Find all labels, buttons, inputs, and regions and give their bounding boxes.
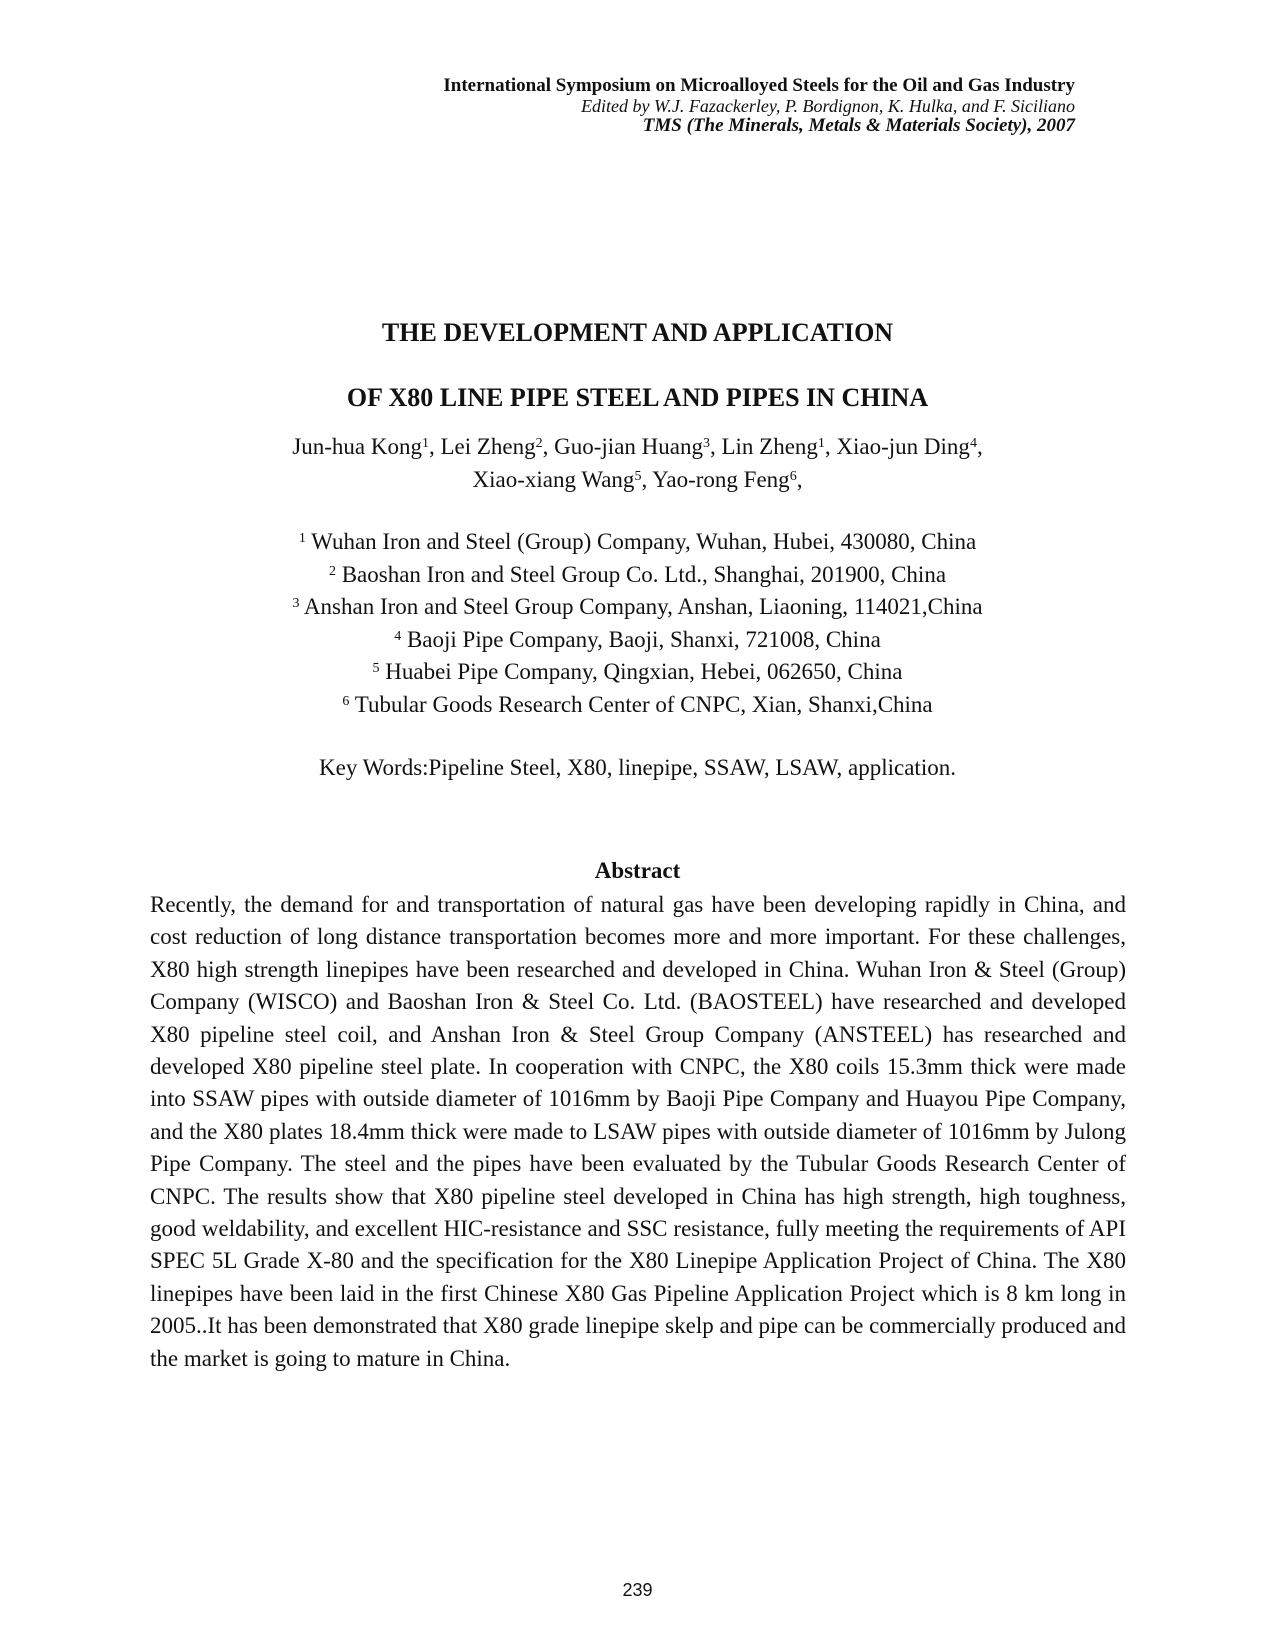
author-name: Jun-hua Kong <box>292 434 422 459</box>
author-name: Guo-jian Huang <box>554 434 703 459</box>
affiliation-number: 4 <box>394 628 402 644</box>
author-list <box>0 430 1275 496</box>
author-name: Xiao-jun Ding <box>836 434 970 459</box>
keywords: Key Words:Pipeline Steel, X80, linepipe, SSAW, LSAW, application. <box>319 755 956 780</box>
author-name: Lei Zheng <box>440 434 536 459</box>
paper-title-line-2: OF X80 LINE PIPE STEEL AND PIPES IN CHINA <box>346 383 929 412</box>
affiliation-item <box>0 624 1275 657</box>
affiliation-text: Baoshan Iron and Steel Group Co. Ltd., Shanghai, 201900, China <box>341 561 947 587</box>
author-affiliation-mark: 4 <box>969 436 977 451</box>
affiliation-text: Wuhan Iron and Steel (Group) Company, Wuhan, Hubei, 430080, China <box>311 529 977 554</box>
abstract-body: Recently, the demand for and transportation of natural gas have been developing rapidly in China, and cost reduction of long distance transportation becomes more and more important. For these challenges, X80 high strength linepipes have been researched and developed in China. Wuhan Iron & Steel (Group) Company (WISCO) and Baoshan Iron & Steel Co. Ltd. (BAOSTEEL) have researched and developed X80 pipeline steel coil, and Anshan Iron & Steel Group Company (ANSTEEL) has researched and developed X80 pipeline steel plate. In cooperation with CNPC, the X80 coils 15.3mm thick were made into SSAW pipes with outside diameter of 1016mm by Baoji Pipe Company and Huayou Pipe Company, and the X80 plates 18.4mm thick were made to LSAW pipes with outside diameter of 1016mm by Julong Pipe Company. The steel and the pipes have been evaluated by the Tubular Goods Research Center of CNPC. The results show that X80 pipeline steel developed in China has high strength, high toughness, good weldability, and excellent HIC-resistance and SSC resistance, fully meeting the requirements of API SPEC 5L Grade X-80 and the specification for the X80 Linepipe Application Project of China. The X80 linepipes have been laid in the first Chinese X80 Gas Pipeline Application Project which is 8 km long in 2005..It has been demonstrated that X80 grade linepipe skelp and pipe can be commercially produced and the market is going to mature in China. <box>150 892 1126 1371</box>
author-separator: , <box>976 434 983 459</box>
author-separator: , <box>796 467 803 492</box>
affiliation-number: 2 <box>328 563 336 579</box>
affiliation-number: 3 <box>292 596 300 611</box>
affiliation-item <box>0 591 1275 624</box>
author-line-1 <box>0 430 1275 463</box>
author-separator: , <box>641 467 653 492</box>
affiliation-text: Tubular Goods Research Center of CNPC, Xian, Shanxi,China <box>354 691 933 717</box>
author-affiliation-mark: 6 <box>789 469 797 484</box>
paper-title-line-1: THE DEVELOPMENT AND APPLICATION <box>381 318 894 347</box>
affiliation-item <box>0 656 1275 689</box>
affiliation-text: Baoji Pipe Company, Baoji, Shanxi, 721008, China <box>406 626 881 652</box>
author-affiliation-mark: 2 <box>535 436 543 451</box>
author-name: Yao-rong Feng <box>652 467 790 492</box>
author-affiliation-mark: 1 <box>421 436 429 451</box>
affiliation-item <box>0 526 1275 559</box>
affiliation-item <box>0 689 1275 722</box>
author-affiliation-mark: 1 <box>817 436 825 451</box>
author-separator: , <box>709 434 722 459</box>
author-name: Lin Zheng <box>721 434 818 459</box>
page-number: 239 <box>622 1580 653 1600</box>
affiliation-list <box>0 526 1275 721</box>
affiliation-item <box>0 559 1275 592</box>
author-line-2 <box>0 463 1275 496</box>
abstract-heading: Abstract <box>594 858 681 883</box>
running-header <box>443 76 1075 136</box>
editors-line: Edited by W.J. Fazackerley, P. Bordignon, K. Hulka, and F. Siciliano <box>581 96 1075 116</box>
affiliation-number: 1 <box>298 531 306 546</box>
symposium-title: International Symposium on Microalloyed Steels for the Oil and Gas Industry <box>443 75 1075 96</box>
affiliation-number: 5 <box>372 661 380 676</box>
author-separator: , <box>428 434 441 459</box>
publisher-line: TMS (The Minerals, Metals & Materials Society), 2007 <box>642 115 1075 136</box>
author-name: Xiao-xiang Wang <box>472 467 635 492</box>
author-affiliation-mark: 5 <box>634 469 642 484</box>
affiliation-text: Huabei Pipe Company, Qingxian, Hebei, 062650, China <box>385 659 903 684</box>
author-affiliation-mark: 3 <box>702 436 710 451</box>
affiliation-text: Anshan Iron and Steel Group Company, Anshan, Liaoning, 114021,China <box>303 594 983 619</box>
affiliation-number: 6 <box>342 693 350 709</box>
author-separator: , <box>824 434 837 459</box>
author-separator: , <box>542 434 555 459</box>
